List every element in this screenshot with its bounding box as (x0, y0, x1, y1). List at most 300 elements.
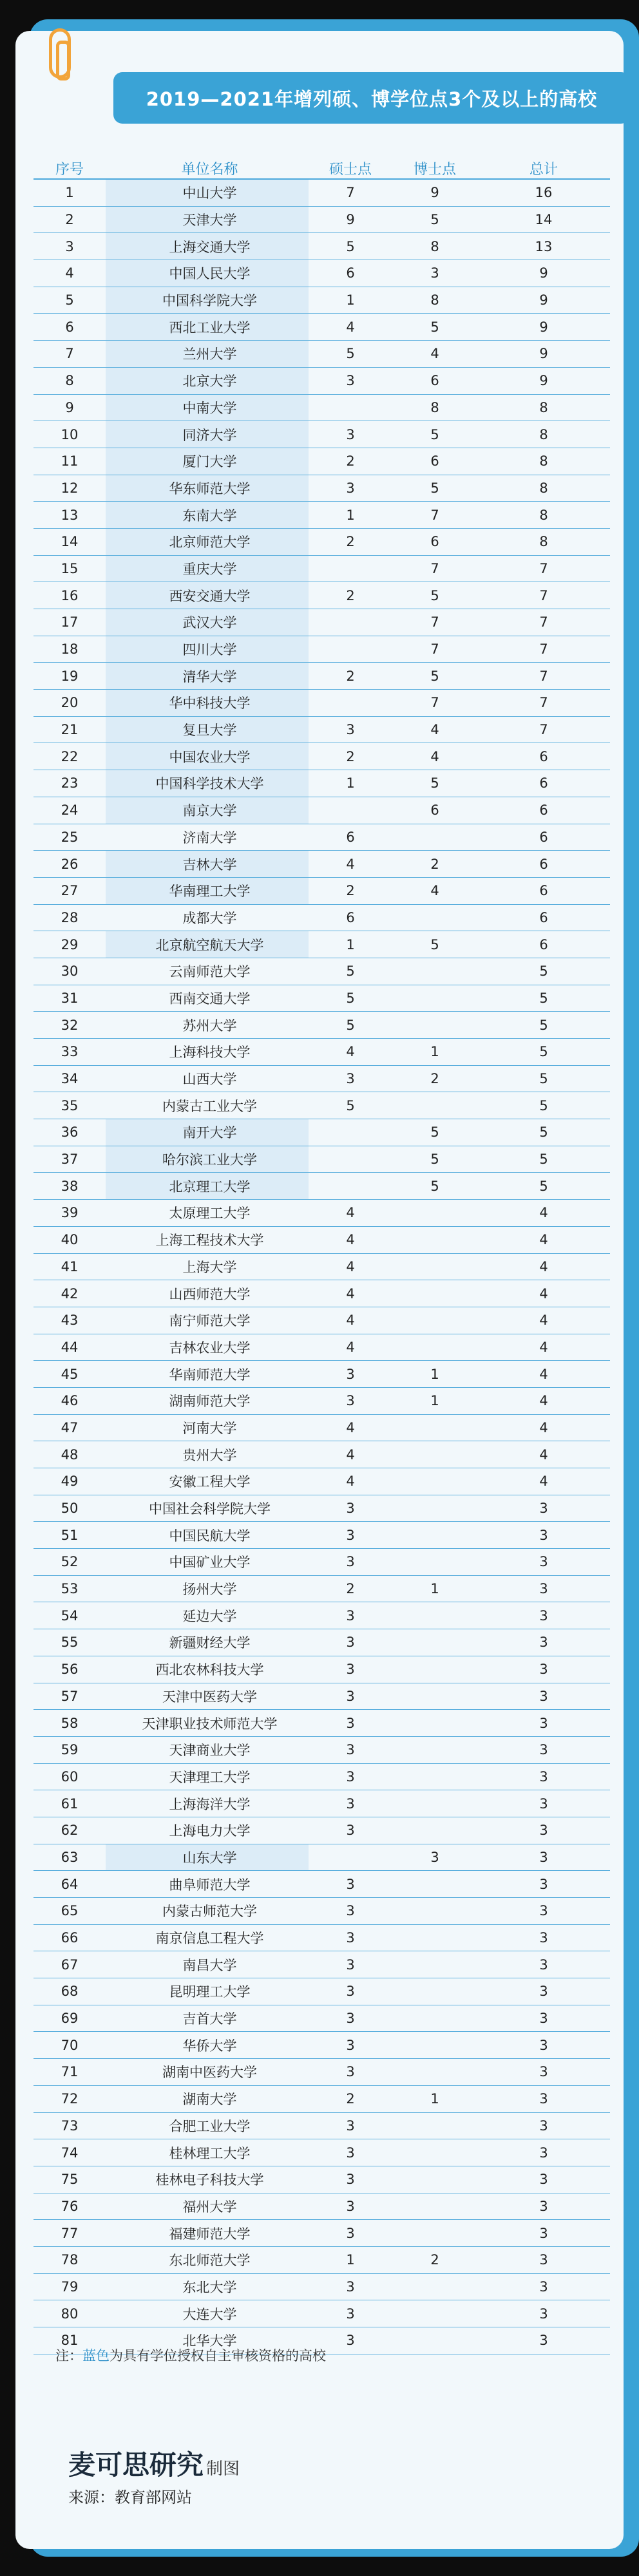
cell-no: 15 (61, 560, 79, 576)
table-row (33, 556, 610, 583)
cell-doctor: 3 (430, 1849, 439, 1865)
cell-total: 4 (539, 1393, 548, 1409)
cell-master: 4 (346, 1419, 355, 1435)
cell-master: 4 (346, 1285, 355, 1302)
table-row (33, 1898, 610, 1925)
university-name: 上海海洋大学 (169, 1796, 251, 1812)
cell-total: 4 (539, 1473, 548, 1490)
table-body (33, 180, 610, 2354)
table-row (33, 2059, 610, 2086)
cell-name (106, 233, 309, 260)
table-row (33, 341, 610, 368)
table-row (33, 314, 610, 341)
university-name: 东北大学 (182, 2279, 237, 2295)
university-name: 华侨大学 (182, 2038, 237, 2054)
cell-master: 3 (346, 2064, 355, 2080)
cell-total: 3 (539, 1795, 548, 1812)
cell-name (106, 1257, 309, 1276)
cell-doctor: 1 (430, 2091, 439, 2107)
cell-master: 2 (346, 883, 355, 899)
cell-doctor: 3 (430, 265, 439, 281)
cell-name (106, 1606, 309, 1625)
university-name: 华南理工大学 (169, 884, 251, 900)
cell-no: 30 (61, 963, 79, 980)
university-name: 中山大学 (182, 185, 237, 202)
cell-total: 6 (539, 829, 548, 845)
cell-total: 7 (539, 560, 548, 576)
cell-no: 44 (61, 1339, 79, 1355)
university-name: 西北工业大学 (169, 319, 251, 336)
cell-master: 3 (346, 1984, 355, 2000)
cell-master: 6 (346, 829, 355, 845)
university-name: 太原理工大学 (169, 1206, 251, 1222)
footnote (55, 2345, 326, 2365)
cell-master: 3 (346, 2172, 355, 2188)
university-name: 华中科技大学 (169, 696, 251, 712)
cell-name (106, 395, 309, 421)
cell-doctor: 1 (430, 1366, 439, 1382)
table-row (33, 1925, 610, 1952)
cell-total: 6 (539, 802, 548, 819)
cell-master: 3 (346, 1956, 355, 1973)
cell-no: 52 (61, 1554, 79, 1570)
university-name: 东南大学 (182, 507, 237, 524)
table-row (33, 1522, 610, 1549)
cell-doctor: 6 (430, 802, 439, 819)
table-row (33, 2220, 610, 2247)
cell-master: 6 (346, 909, 355, 925)
university-name: 湖南师范大学 (169, 1394, 251, 1410)
university-name: 内蒙古师范大学 (162, 1904, 257, 1920)
cell-no: 40 (61, 1232, 79, 1248)
cell-master: 6 (346, 265, 355, 281)
cell-master: 4 (346, 1044, 355, 1060)
cell-total: 5 (539, 1124, 548, 1141)
cell-name (106, 260, 309, 287)
cell-no: 21 (61, 722, 79, 738)
cell-total: 4 (539, 1232, 548, 1248)
cell-doctor: 6 (430, 373, 439, 389)
cell-doctor: 7 (430, 614, 439, 630)
university-name: 兰州大学 (182, 346, 237, 363)
cell-doctor: 2 (430, 1071, 439, 1087)
cell-master: 3 (346, 2333, 355, 2349)
cell-no: 33 (61, 1044, 79, 1060)
cell-no: 18 (61, 641, 79, 658)
university-name: 山西师范大学 (169, 1286, 251, 1302)
cell-name (106, 556, 309, 582)
university-name: 南京大学 (182, 803, 237, 819)
cell-name (106, 180, 309, 206)
cell-master: 3 (346, 2117, 355, 2134)
cell-master: 5 (346, 238, 355, 254)
university-name: 天津职业技术师范大学 (142, 1716, 278, 1732)
table-row (33, 663, 610, 690)
cell-no: 77 (61, 2225, 79, 2241)
cell-total: 6 (539, 883, 548, 899)
cell-master: 4 (346, 856, 355, 872)
table-row (33, 2086, 610, 2113)
cell-master: 9 (346, 212, 355, 228)
cell-name (106, 1955, 309, 1975)
cell-no: 55 (61, 1634, 79, 1651)
table-row (33, 878, 610, 905)
university-name: 新疆财经大学 (169, 1635, 251, 1651)
table-row (33, 1012, 610, 1039)
cell-doctor: 8 (430, 399, 439, 415)
cell-total: 3 (539, 2333, 548, 2349)
header-total: 总计 (529, 161, 558, 178)
cell-name (106, 717, 309, 743)
cell-master: 3 (346, 1662, 355, 1678)
university-name: 吉林大学 (182, 857, 237, 873)
cell-name (106, 475, 309, 502)
table-row (33, 1361, 610, 1388)
cell-no: 69 (61, 2011, 79, 2027)
table-row (33, 931, 610, 958)
cell-name (106, 609, 309, 636)
university-name: 东北师范大学 (169, 2253, 251, 2269)
cell-doctor: 5 (430, 1124, 439, 1141)
university-name: 华东师范大学 (169, 480, 251, 497)
university-name: 扬州大学 (182, 1582, 237, 1598)
cell-no: 43 (61, 1312, 79, 1329)
cell-master: 3 (346, 2011, 355, 2027)
cell-total: 3 (539, 1688, 548, 1704)
cell-master: 3 (346, 1823, 355, 1839)
cell-total: 5 (539, 990, 548, 1006)
cell-name (106, 1499, 309, 1518)
cell-no: 17 (61, 614, 79, 630)
table-row (33, 1683, 610, 1710)
table-row (33, 2113, 610, 2140)
cell-name (106, 1767, 309, 1786)
table-row (33, 2032, 610, 2059)
university-name: 北京师范大学 (169, 535, 251, 551)
table-row (33, 1602, 610, 1629)
cell-master: 3 (346, 2225, 355, 2241)
cell-total: 3 (539, 2278, 548, 2295)
university-name: 复旦大学 (182, 723, 237, 739)
cell-master: 3 (346, 1501, 355, 1517)
table-row (33, 1227, 610, 1254)
cell-doctor: 4 (430, 883, 439, 899)
cell-name (106, 1794, 309, 1814)
cell-total: 3 (539, 1742, 548, 1758)
cell-no: 39 (61, 1205, 79, 1221)
university-name: 曲阜师范大学 (169, 1877, 251, 1893)
table-row (33, 1790, 610, 1817)
cell-total: 6 (539, 856, 548, 872)
cell-name (106, 2009, 309, 2028)
cell-name (106, 1901, 309, 1920)
cell-master: 3 (346, 1554, 355, 1570)
cell-total: 16 (535, 185, 553, 201)
table-row (33, 1468, 610, 1495)
cell-total: 3 (539, 2064, 548, 2080)
university-name: 清华大学 (182, 668, 237, 685)
cell-no: 8 (65, 373, 74, 389)
table-row (33, 448, 610, 475)
cell-name (106, 421, 309, 448)
cell-master: 2 (346, 534, 355, 550)
cell-name (106, 663, 309, 689)
cell-master: 5 (346, 1097, 355, 1113)
cell-total: 3 (539, 1715, 548, 1731)
cell-total: 5 (539, 1151, 548, 1168)
table-row (33, 824, 610, 851)
cell-total: 9 (539, 292, 548, 308)
cell-total: 4 (539, 1446, 548, 1463)
university-name: 安徽工程大学 (169, 1474, 251, 1490)
cell-master: 3 (346, 1607, 355, 1624)
cell-master: 3 (346, 2145, 355, 2161)
cell-doctor: 4 (430, 748, 439, 764)
table-row (33, 1415, 610, 1442)
table-row (33, 690, 610, 717)
cell-name (106, 1391, 309, 1410)
cell-no: 25 (61, 829, 79, 845)
cell-name (106, 1660, 309, 1679)
cell-no: 62 (61, 1823, 79, 1839)
cell-name (106, 2062, 309, 2081)
university-name: 同济大学 (182, 427, 237, 443)
cell-no: 72 (61, 2091, 79, 2107)
cell-no: 12 (61, 480, 79, 496)
university-name: 苏州大学 (182, 1018, 237, 1034)
cell-doctor: 7 (430, 695, 439, 711)
cell-master: 4 (346, 1232, 355, 1248)
university-name: 西北农林科技大学 (155, 1662, 264, 1678)
table-row (33, 529, 610, 556)
cell-master: 1 (346, 936, 355, 952)
table-row (33, 1817, 610, 1844)
cell-total: 9 (539, 373, 548, 389)
table-row (33, 287, 610, 314)
cell-no: 22 (61, 748, 79, 764)
cell-total: 8 (539, 426, 548, 442)
cell-no: 42 (61, 1285, 79, 1302)
cell-name (106, 207, 309, 233)
cell-no: 80 (61, 2306, 79, 2322)
cell-master: 2 (346, 1581, 355, 1597)
cell-doctor: 1 (430, 1044, 439, 1060)
brand-logo (68, 2444, 240, 2483)
cell-master: 3 (346, 1393, 355, 1409)
table-row (33, 1119, 610, 1146)
cell-no: 46 (61, 1393, 79, 1409)
table-header (33, 158, 610, 180)
source-text: 来源：教育部网站 (68, 2488, 192, 2506)
cell-no: 59 (61, 1742, 79, 1758)
cell-doctor: 4 (430, 722, 439, 738)
cell-name (106, 2116, 309, 2136)
table-row (33, 207, 610, 234)
table-row (33, 1656, 610, 1683)
cell-total: 3 (539, 1581, 548, 1597)
university-name: 北京航空航天大学 (155, 937, 264, 953)
university-name: 中国矿业大学 (169, 1555, 251, 1571)
cell-total: 3 (539, 1849, 548, 1865)
table-row (33, 233, 610, 260)
cell-name (106, 1445, 309, 1464)
cell-total: 4 (539, 1205, 548, 1221)
cell-total: 5 (539, 1178, 548, 1194)
cell-name (106, 368, 309, 394)
cell-total: 7 (539, 614, 548, 630)
cell-no: 58 (61, 1715, 79, 1731)
cell-no: 48 (61, 1446, 79, 1463)
table-row (33, 1951, 610, 1978)
table-row (33, 1254, 610, 1281)
university-name: 天津理工大学 (169, 1769, 251, 1785)
university-name: 贵州大学 (182, 1447, 237, 1463)
table-row (33, 1710, 610, 1737)
table-row (33, 1549, 610, 1576)
cell-master: 3 (346, 1795, 355, 1812)
cell-total: 3 (539, 1956, 548, 1973)
cell-total: 7 (539, 668, 548, 684)
cell-no: 53 (61, 1581, 79, 1597)
university-name: 四川大学 (182, 642, 237, 658)
cell-no: 49 (61, 1473, 79, 1490)
cell-no: 74 (61, 2145, 79, 2161)
table-row (33, 2005, 610, 2032)
cell-name (106, 1714, 309, 1733)
cell-total: 4 (539, 1312, 548, 1329)
cell-master: 2 (346, 587, 355, 603)
cell-name (106, 1633, 309, 1652)
cell-no: 75 (61, 2172, 79, 2188)
cell-doctor: 5 (430, 212, 439, 228)
cell-total: 9 (539, 319, 548, 335)
cell-no: 32 (61, 1017, 79, 1033)
cell-name (106, 1311, 309, 1330)
cell-name (106, 1119, 309, 1146)
cell-total: 3 (539, 1930, 548, 1946)
cell-total: 8 (539, 453, 548, 469)
cell-no: 81 (61, 2333, 79, 2349)
cell-no: 73 (61, 2117, 79, 2134)
cell-name (106, 2170, 309, 2189)
cell-master: 3 (346, 1903, 355, 1919)
table-row (33, 475, 610, 502)
university-name: 中国科学院大学 (162, 293, 257, 309)
cell-total: 3 (539, 2172, 548, 2188)
cell-master: 2 (346, 453, 355, 469)
university-name: 延边大学 (182, 1608, 237, 1624)
cell-name (106, 1016, 309, 1035)
cell-no: 5 (65, 292, 74, 308)
cell-name (106, 1526, 309, 1545)
cell-doctor: 8 (430, 292, 439, 308)
cell-master: 3 (346, 2037, 355, 2053)
university-name: 中国民航大学 (169, 1528, 251, 1544)
cell-name (106, 878, 309, 904)
university-name: 西南交通大学 (169, 990, 251, 1007)
table-row (33, 502, 610, 529)
cell-total: 7 (539, 722, 548, 738)
cell-doctor: 1 (430, 1581, 439, 1597)
university-name: 南京信息工程大学 (155, 1931, 264, 1947)
cell-master: 3 (346, 480, 355, 496)
cell-doctor: 5 (430, 936, 439, 952)
cell-master: 7 (346, 185, 355, 201)
table-row (33, 1495, 610, 1522)
cell-no: 37 (61, 1151, 79, 1168)
cell-doctor: 9 (430, 185, 439, 201)
table-row (33, 582, 610, 609)
table-row (33, 1280, 610, 1307)
cell-name (106, 2197, 309, 2216)
cell-name (106, 797, 309, 824)
cell-master: 4 (346, 1205, 355, 1221)
university-name: 内蒙古工业大学 (162, 1098, 257, 1114)
cell-doctor: 2 (430, 2252, 439, 2268)
cell-master: 3 (346, 1527, 355, 1543)
cell-name (106, 1338, 309, 1357)
university-name: 天津中医药大学 (162, 1689, 257, 1705)
table-row (33, 1092, 610, 1119)
cell-name (106, 2250, 309, 2269)
university-name: 桂林电子科技大学 (155, 2172, 264, 2188)
cell-master: 1 (346, 507, 355, 523)
cell-name (106, 908, 309, 927)
university-name: 重庆大学 (182, 561, 237, 577)
university-name: 南昌大学 (182, 1957, 237, 1973)
cell-total: 3 (539, 1903, 548, 1919)
cell-no: 57 (61, 1688, 79, 1704)
university-name: 上海工程技术大学 (155, 1233, 264, 1249)
table-row (33, 395, 610, 422)
cell-total: 5 (539, 1017, 548, 1033)
cell-total: 3 (539, 1634, 548, 1651)
table-row (33, 609, 610, 636)
university-name: 中南大学 (182, 400, 237, 416)
university-name: 济南大学 (182, 829, 237, 846)
table-row (33, 1737, 610, 1764)
table-row (33, 1307, 610, 1334)
cell-master: 3 (346, 426, 355, 442)
table-row (33, 1978, 610, 2005)
cell-name (106, 1042, 309, 1061)
cell-no: 60 (61, 1768, 79, 1785)
cell-master: 3 (346, 1876, 355, 1892)
table-row (33, 1441, 610, 1468)
cell-doctor: 4 (430, 346, 439, 362)
cell-no: 45 (61, 1366, 79, 1382)
cell-no: 64 (61, 1876, 79, 1892)
cell-total: 3 (539, 1662, 548, 1678)
cell-master: 2 (346, 748, 355, 764)
cell-name (106, 1687, 309, 1706)
cell-master: 3 (346, 373, 355, 389)
university-name: 成都大学 (182, 910, 237, 926)
cell-no: 41 (61, 1258, 79, 1274)
cell-no: 63 (61, 1849, 79, 1865)
cell-total: 9 (539, 346, 548, 362)
cell-total: 7 (539, 641, 548, 658)
header-name: 单位名称 (181, 161, 238, 178)
cell-name (106, 636, 309, 663)
cell-no: 54 (61, 1607, 79, 1624)
cell-total: 7 (539, 695, 548, 711)
cell-master: 3 (346, 1768, 355, 1785)
cell-name (106, 1173, 309, 1199)
table-row (33, 958, 610, 985)
cell-name (106, 448, 309, 475)
cell-no: 31 (61, 990, 79, 1006)
